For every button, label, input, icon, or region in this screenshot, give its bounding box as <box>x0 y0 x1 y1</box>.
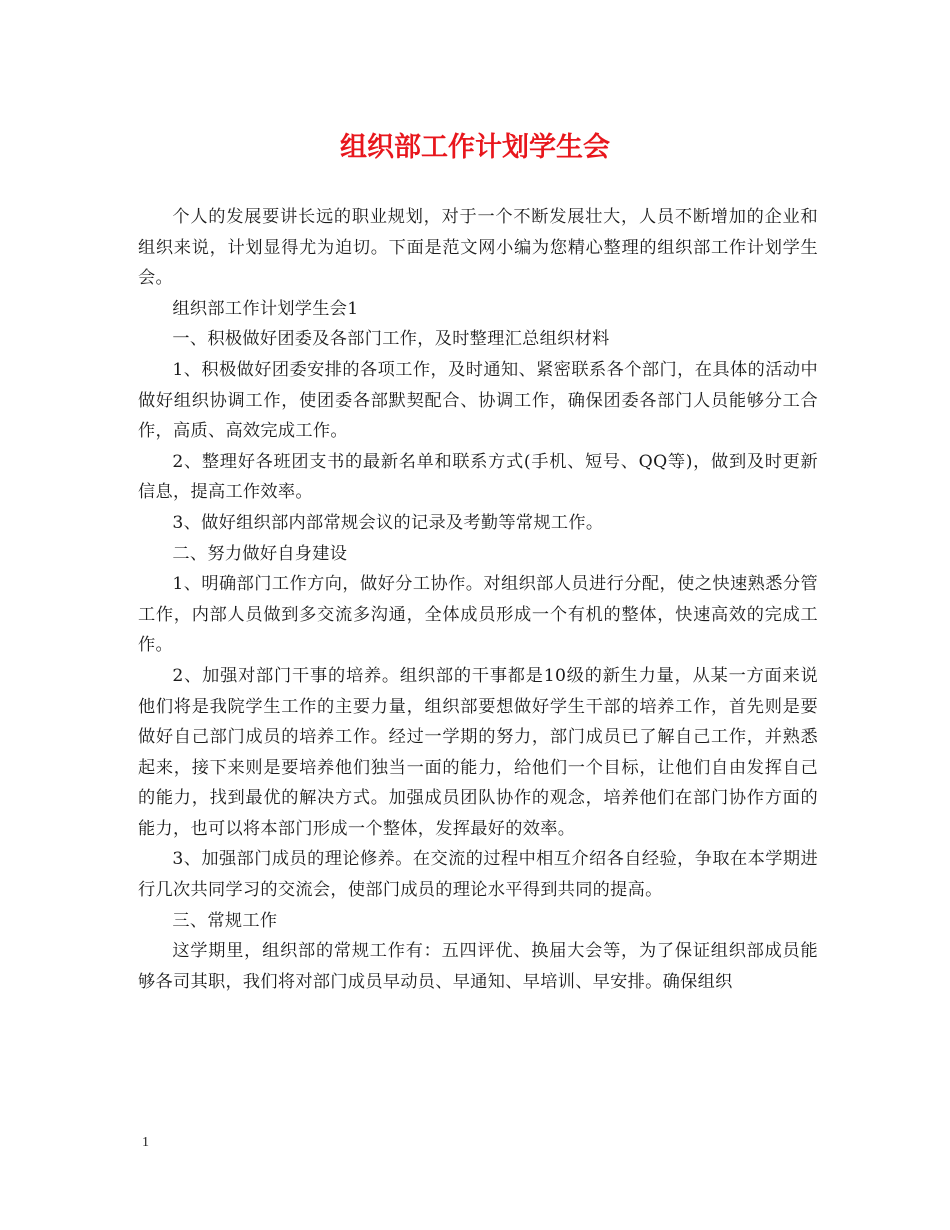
intro-paragraph: 个人的发展要讲长远的职业规划，对于一个不断发展壮大，人员不断增加的企业和组织来说，计划显得尤为迫切。下面是范文网小编为您精心整理的组织部工作计划学生会。 <box>138 207 818 289</box>
paragraph-3-1: 这学期里，组织部的常规工作有：五四评优、换届大会等，为了保证组织部成员能够各司其职，我们将对部门成员早动员、早通知、早培训、早安排。确保组织 <box>138 941 818 992</box>
document-body <box>138 202 818 997</box>
page-number: 1 <box>142 1135 149 1150</box>
section-heading-plan-1: 组织部工作计划学生会1 <box>172 298 359 319</box>
section-heading-3: 三、常规工作 <box>172 910 278 931</box>
paragraph-2-1: 1、明确部门工作方向，做好分工协作。对组织部人员进行分配，使之快速熟悉分管工作，内部人员做到多交流多沟通，全体成员形成一个有机的整体，快速高效的完成工作。 <box>138 574 818 656</box>
section-heading-1: 一、积极做好团委及各部门工作，及时整理汇总组织材料 <box>172 329 610 350</box>
document-title: 组织部工作计划学生会 <box>340 132 610 163</box>
section-heading-2: 二、努力做好自身建设 <box>172 543 348 564</box>
paragraph-2-2: 2、加强对部门干事的培养。组织部的干事都是10级的新生力量，从某一方面来说他们将是我院学生工作的主要力量，组织部要想做好学生干部的培养工作，首先则是要做好自己部门成员的培养工作。经过一学期的努力，部门成员已了解自己工作，并熟悉起来，接下来则是要培养他们独当一面的能力，给他们一个目标，让他们自由发挥自己的能力，找到最优的解决方式。加强成员团队协作的观念，培养他们在部门协作方面的能力，也可以将本部门形成一个整体，发挥最好的效率。 <box>138 665 818 839</box>
paragraph-1-1: 1、积极做好团委安排的各项工作，及时通知、紧密联系各个部门，在具体的活动中做好组织协调工作，使团委各部默契配合、协调工作，确保团委各部门人员能够分工合作，高质、高效完成工作。 <box>138 359 818 442</box>
paragraph-1-3: 3、做好组织部内部常规会议的记录及考勤等常规工作。 <box>172 512 604 533</box>
paragraph-2-3: 3、加强部门成员的理论修养。在交流的过程中相互介绍各自经验，争取在本学期进行几次共同学习的交流会，使部门成员的理论水平得到共同的提高。 <box>138 849 818 901</box>
paragraph-1-2: 2、整理好各班团支书的最新名单和联系方式(手机、短号、QQ等)，做到及时更新信息，提高工作效率。 <box>138 451 818 503</box>
